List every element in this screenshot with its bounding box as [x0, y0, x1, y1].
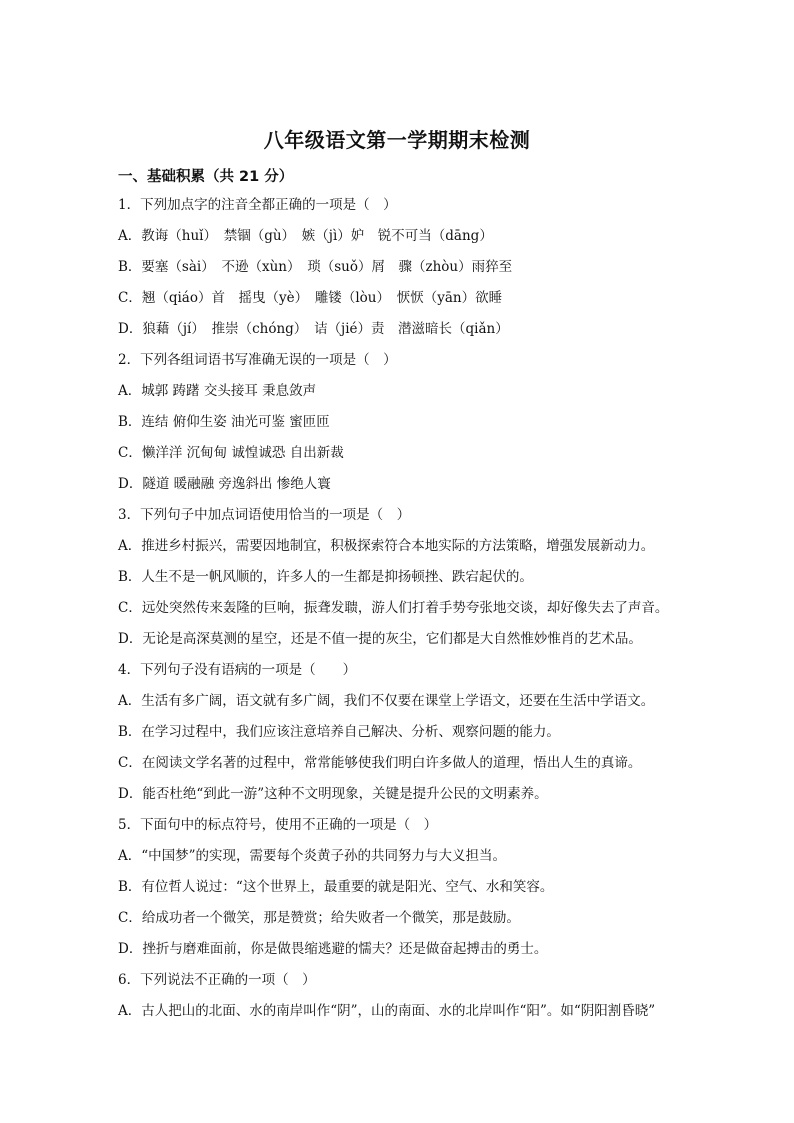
question-3: 3．下列句子中加点词语使用恰当的一项是（ ） — [118, 507, 411, 523]
question-5-option-d: D．挫折与磨难面前，你是做畏缩逃避的懦夫？还是做奋起搏击的勇士。 — [118, 941, 548, 957]
question-3-option-c: C．远处突然传来轰隆的巨响，振聋发聩，游人们打着手势夸张地交谈，却好像失去了声音。 — [118, 600, 669, 616]
question-4-option-b: B．在学习过程中，我们应该注意培养自己解决、分析、观察问题的能力。 — [118, 724, 560, 740]
question-2-option-b: B．连结 俯仰生姿 油光可鉴 蜜匝匝 — [118, 414, 330, 430]
section-heading: 一、基础积累（共 21 分） — [118, 169, 294, 185]
question-5-option-a: A．“中国梦”的实现，需要每个炎黄子孙的共同努力与大义担当。 — [118, 848, 507, 864]
question-5: 5．下面句中的标点符号，使用不正确的一项是（ ） — [118, 817, 438, 833]
question-1-option-c: C．翘（qiáo）首 摇曳（yè） 雕镂（lòu） 恹恹（yān）欲睡 — [118, 290, 503, 306]
question-1-option-d: D．狼藉（jí） 推崇（chóng） 诘（jié）责 潜滋暗长（qiǎn） — [118, 321, 509, 337]
question-1: 1．下列加点字的注音全都正确的一项是（ ） — [118, 197, 397, 213]
question-2-option-a: A．城郭 踌躇 交头接耳 秉息敛声 — [118, 383, 317, 399]
question-3-option-a: A．推进乡村振兴，需要因地制宜，积极探索符合本地实际的方法策略，增强发展新动力。 — [118, 538, 655, 554]
question-2: 2．下列各组词语书写准确无误的一项是（ ） — [118, 352, 397, 368]
question-6-option-a: A．古人把山的北面、水的南岸叫作“阴”，山的南面、水的北岸叫作“阳”。如“阴阳割昏晓” — [118, 1003, 656, 1019]
page-title: 八年级语文第一学期期末检测 — [263, 128, 531, 152]
question-6: 6．下列说法不正确的一项（ ） — [118, 972, 316, 988]
question-3-option-b: B．人生不是一帆风顺的，许多人的一生都是抑扬顿挫、跌宕起伏的。 — [118, 569, 533, 585]
question-1-option-a: A．教诲（huǐ） 禁锢（gù） 嫉（jì）妒 锐不可当（dāng） — [118, 228, 493, 244]
question-1-option-b: B．要塞（sài） 不逊（xùn） 琐（suǒ）屑 骤（zhòu）雨猝至 — [118, 259, 513, 275]
question-4-option-a: A．生活有多广阔，语文就有多广阔，我们不仅要在课堂上学语文，还要在生活中学语文。 — [118, 693, 655, 709]
question-4-option-c: C．在阅读文学名著的过程中，常常能够使我们明白许多做人的道理，悟出人生的真谛。 — [118, 755, 642, 771]
question-4-option-d: D．能否杜绝“到此一游”这种不文明现象，关键是提升公民的文明素养。 — [118, 786, 548, 802]
question-2-option-c: C．懒洋洋 沉甸甸 诚惶诚恐 自出新裁 — [118, 445, 344, 461]
question-4: 4．下列句子没有语病的一项是（ ） — [118, 662, 357, 678]
question-5-option-b: B．有位哲人说过：“这个世界上，最重要的就是阳光、空气、水和笑容。 — [118, 879, 554, 895]
question-list — [118, 194, 678, 1031]
question-2-option-d: D．隧道 暖融融 旁逸斜出 惨绝人寰 — [118, 476, 331, 492]
question-3-option-d: D．无论是高深莫测的星空，还是不值一提的灰尘，它们都是大自然惟妙惟肖的艺术品。 — [118, 631, 642, 647]
question-5-option-c: C．给成功者一个微笑，那是赞赏；给失败者一个微笑，那是鼓励。 — [118, 910, 520, 926]
